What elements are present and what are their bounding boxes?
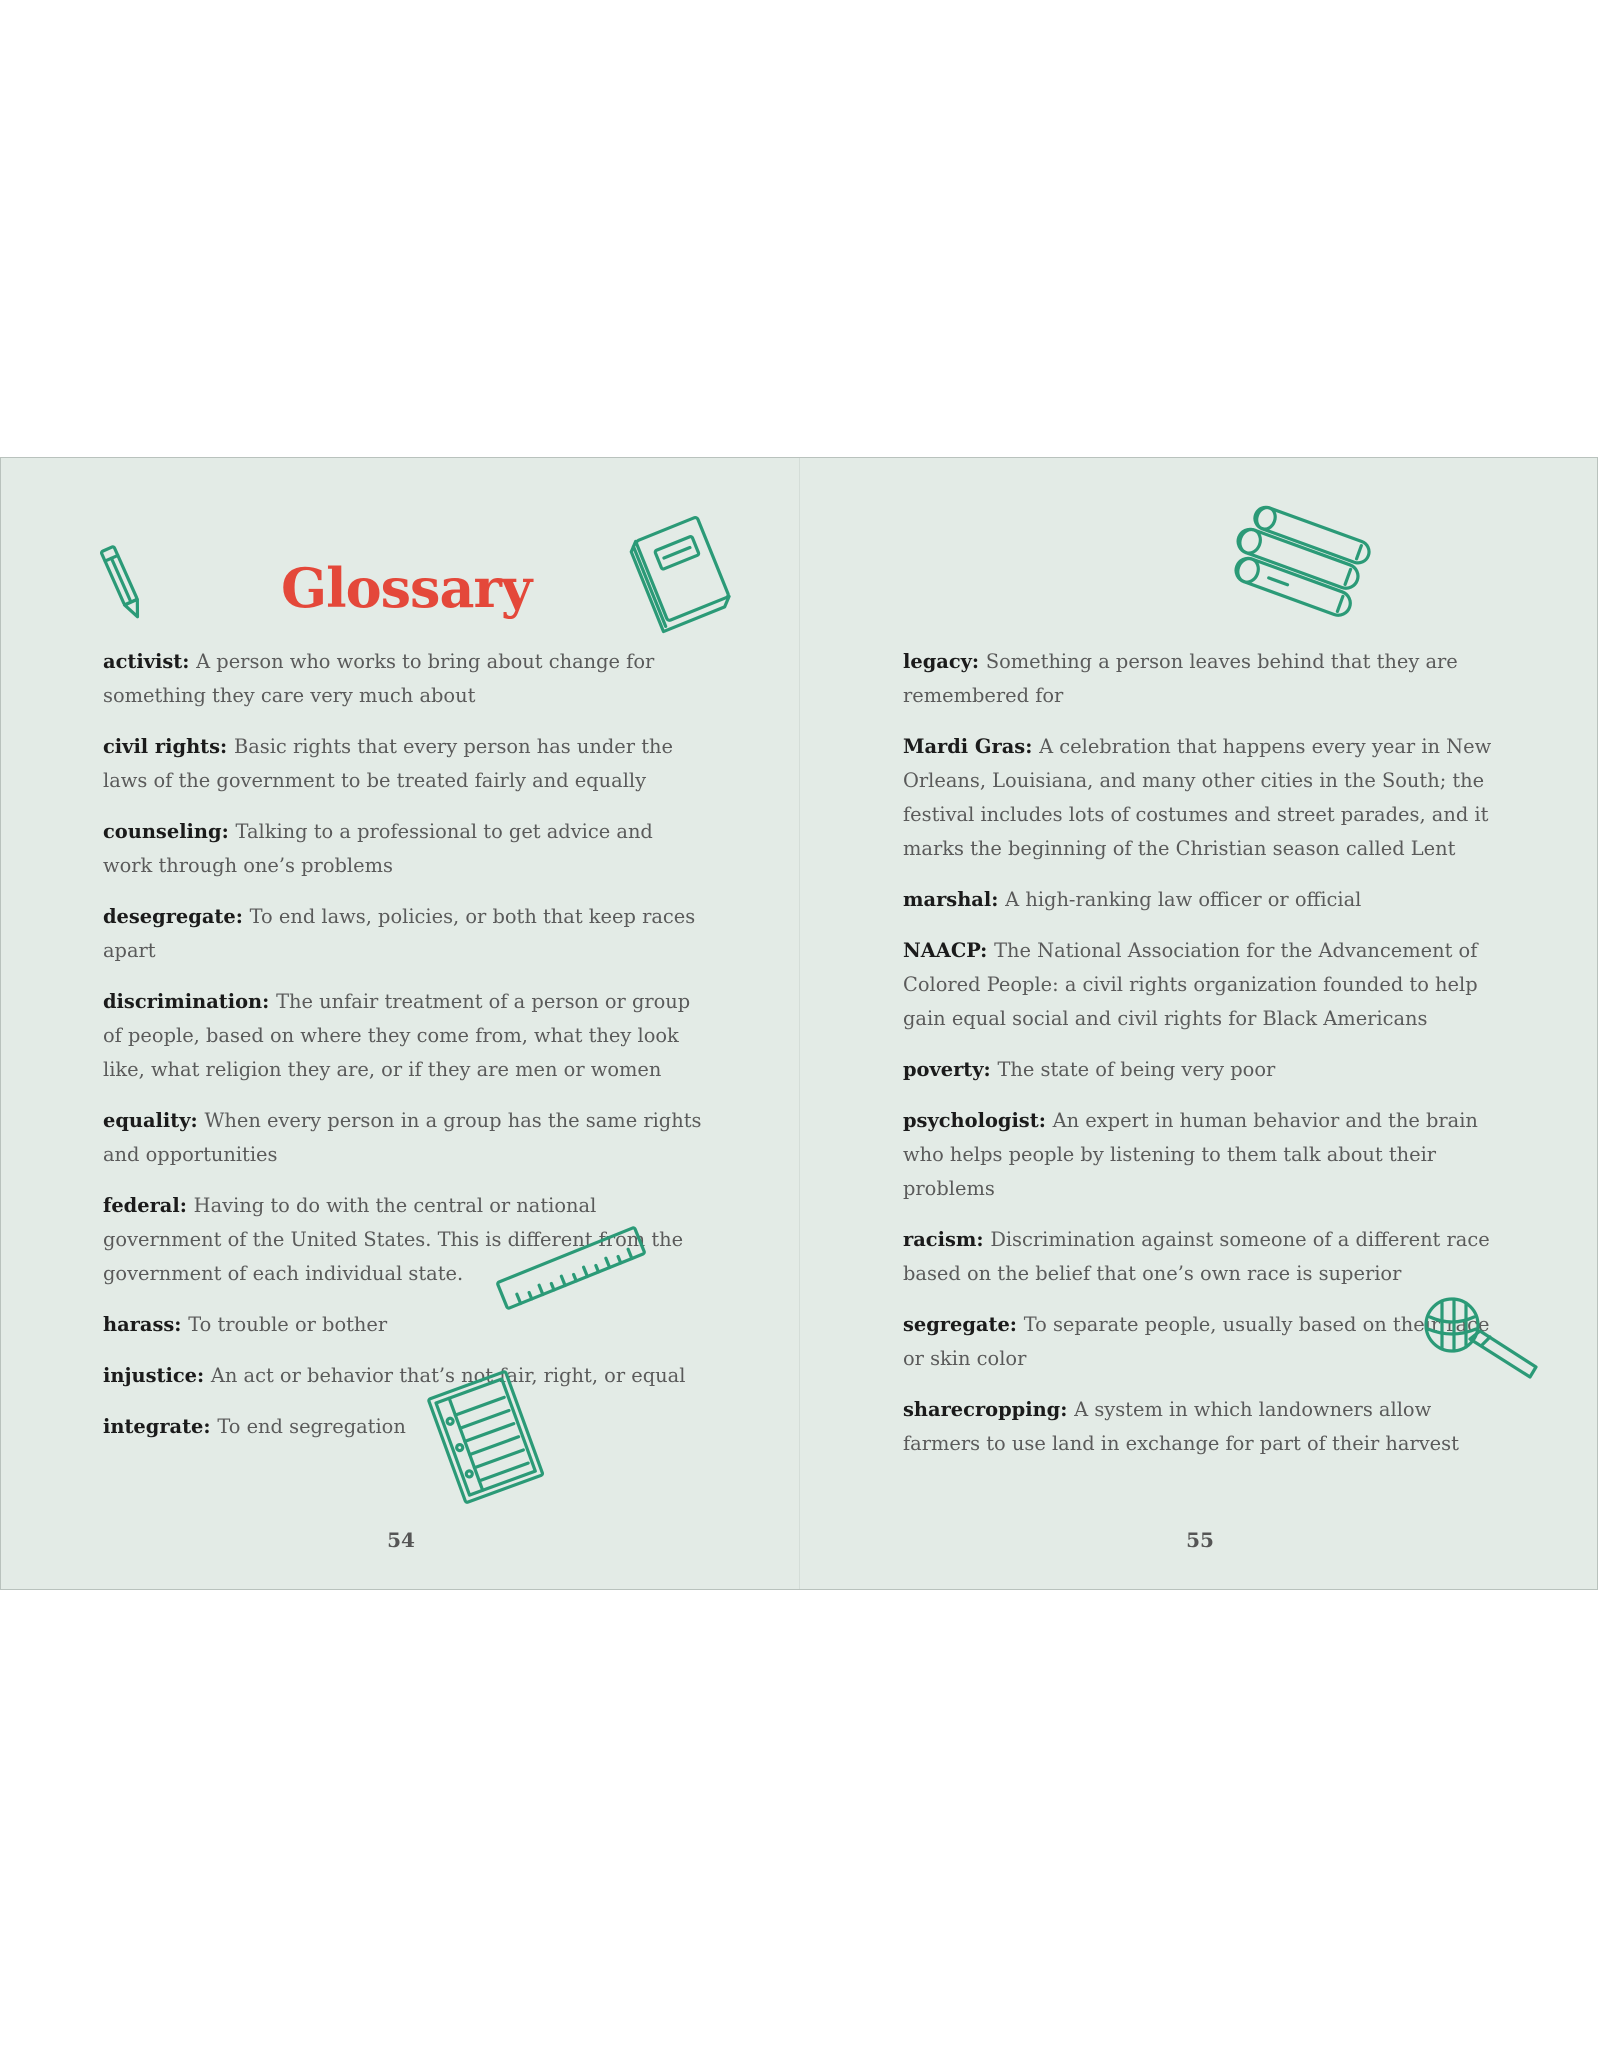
glossary-definition: To separate people, usually based on their race or skin color — [903, 1313, 1490, 1370]
glossary-definition: To trouble or bother — [188, 1313, 388, 1336]
book-spread — [0, 457, 1598, 1590]
glossary-term: civil rights — [103, 735, 221, 758]
glossary-entry: equality: When every person in a group has the same rights and opportunities — [103, 1109, 702, 1166]
glossary-definition: The National Association for the Advancement of Colored People: a civil rights organization founded to help gain equal social and civil rights for Black Americans — [903, 939, 1478, 1030]
glossary-definition: Discrimination against someone of a different race based on the belief that one’s own race is superior — [903, 1228, 1490, 1285]
glossary-entry: harass: To trouble or bother — [103, 1313, 388, 1336]
glossary-definition: Having to do with the central or national government of the United States. This is different from the government of each individual state. — [103, 1194, 684, 1285]
glossary-definition: A person who works to bring about change for something they care very much about — [103, 650, 655, 707]
glossary-definition: The state of being very poor — [997, 1058, 1276, 1081]
glossary-term: federal — [103, 1194, 180, 1217]
glossary-entry: integrate: To end segregation — [103, 1415, 406, 1438]
glossary-entry: counseling: Talking to a professional to get advice and work through one’s problems — [103, 820, 653, 877]
glossary-term: marshal — [903, 888, 992, 911]
glossary-list-right — [903, 645, 1503, 1478]
glossary-definition: A high-ranking law officer or official — [1005, 888, 1362, 911]
glossary-term: psychologist — [903, 1109, 1039, 1132]
glossary-entry: federal: Having to do with the central or national government of the United States. This is different from the government of each individual state. — [103, 1194, 684, 1285]
microphone-icon — [1420, 1293, 1545, 1383]
glossary-entry: discrimination: The unfair treatment of a person or group of people, based on where they come from, what they look like, what religion they are, or if they are men or women — [103, 990, 691, 1081]
notepad-icon — [421, 1368, 551, 1508]
glossary-list-left — [103, 645, 703, 1461]
page-number: 55 — [1186, 1528, 1214, 1552]
glossary-definition: An expert in human behavior and the brain who helps people by listening to them talk about their problems — [903, 1109, 1478, 1200]
glossary-entry: desegregate: To end laws, policies, or both that keep races apart — [103, 905, 696, 962]
glossary-term: discrimination — [103, 990, 263, 1013]
glossary-definition: To end segregation — [217, 1415, 406, 1438]
glossary-definition: To end laws, policies, or both that keep races apart — [103, 905, 696, 962]
page-number: 54 — [387, 1528, 415, 1552]
glossary-term: Mardi Gras — [903, 735, 1026, 758]
glossary-term: counseling — [103, 820, 222, 843]
glossary-term: segregate — [903, 1313, 1010, 1336]
glossary-definition: Talking to a professional to get advice and work through one’s problems — [103, 820, 653, 877]
glossary-definition: The unfair treatment of a person or group of people, based on where they come from, what they look like, what religion they are, or if they are men or women — [103, 990, 691, 1081]
glossary-term: activist — [103, 650, 183, 673]
glossary-term: NAACP — [903, 939, 981, 962]
book-icon — [627, 508, 737, 628]
glossary-entry: legacy: Something a person leaves behind that they are remembered for — [903, 650, 1458, 707]
glossary-entry: activist: A person who works to bring about change for something they care very much about — [103, 650, 655, 707]
glossary-term: racism — [903, 1228, 977, 1251]
glossary-definition: A celebration that happens every year in New Orleans, Louisiana, and many other cities in the South; the festival includes lots of costumes and street parades, and it marks the beginning of the Christian season called Lent — [903, 735, 1492, 860]
glossary-term: injustice — [103, 1364, 197, 1387]
glossary-definition: An act or behavior that’s not fair, right, or equal — [210, 1364, 686, 1387]
glossary-entry: NAACP: The National Association for the Advancement of Colored People: a civil rights organization founded to help gain equal social and civil rights for Black Americans — [903, 939, 1478, 1030]
glossary-entry: segregate: To separate people, usually based on their race or skin color — [903, 1313, 1490, 1370]
glossary-definition: A system in which landowners allow farmers to use land in exchange for part of their harvest — [903, 1398, 1459, 1455]
ruler-icon — [491, 1228, 651, 1308]
glossary-term: equality — [103, 1109, 191, 1132]
glossary-definition: Basic rights that every person has under the laws of the government to be treated fairly and equally — [103, 735, 673, 792]
glossary-term: sharecropping — [903, 1398, 1061, 1421]
glossary-entry: civil rights: Basic rights that every person has under the laws of the government to be treated fairly and equally — [103, 735, 673, 792]
glossary-entry: psychologist: An expert in human behavior and the brain who helps people by listening to them talk about their problems — [903, 1109, 1478, 1200]
glossary-term: harass — [103, 1313, 175, 1336]
glossary-entry: poverty: The state of being very poor — [903, 1058, 1276, 1081]
books-stack-icon — [1210, 508, 1390, 628]
glossary-term: integrate — [103, 1415, 204, 1438]
glossary-definition: When every person in a group has the same rights and opportunities — [103, 1109, 702, 1166]
glossary-entry: Mardi Gras: A celebration that happens every year in New Orleans, Louisiana, and many other cities in the South; the festival includes lots of costumes and street parades, and it marks the beginning of the Christian season called Lent — [903, 735, 1492, 860]
glossary-entry: sharecropping: A system in which landowners allow farmers to use land in exchange for part of their harvest — [903, 1398, 1459, 1455]
glossary-term: poverty — [903, 1058, 984, 1081]
left-page — [1, 458, 800, 1589]
glossary-entry: injustice: An act or behavior that’s not fair, right, or equal — [103, 1364, 686, 1387]
glossary-term: legacy — [903, 650, 972, 673]
page-title: Glossary — [281, 556, 532, 620]
glossary-entry: racism: Discrimination against someone of a different race based on the belief that one’s own race is superior — [903, 1228, 1490, 1285]
glossary-term: desegregate — [103, 905, 236, 928]
glossary-entry: marshal: A high-ranking law officer or official — [903, 888, 1362, 911]
pencil-icon — [97, 542, 147, 622]
glossary-definition: Something a person leaves behind that they are remembered for — [903, 650, 1458, 707]
right-page — [800, 458, 1599, 1589]
